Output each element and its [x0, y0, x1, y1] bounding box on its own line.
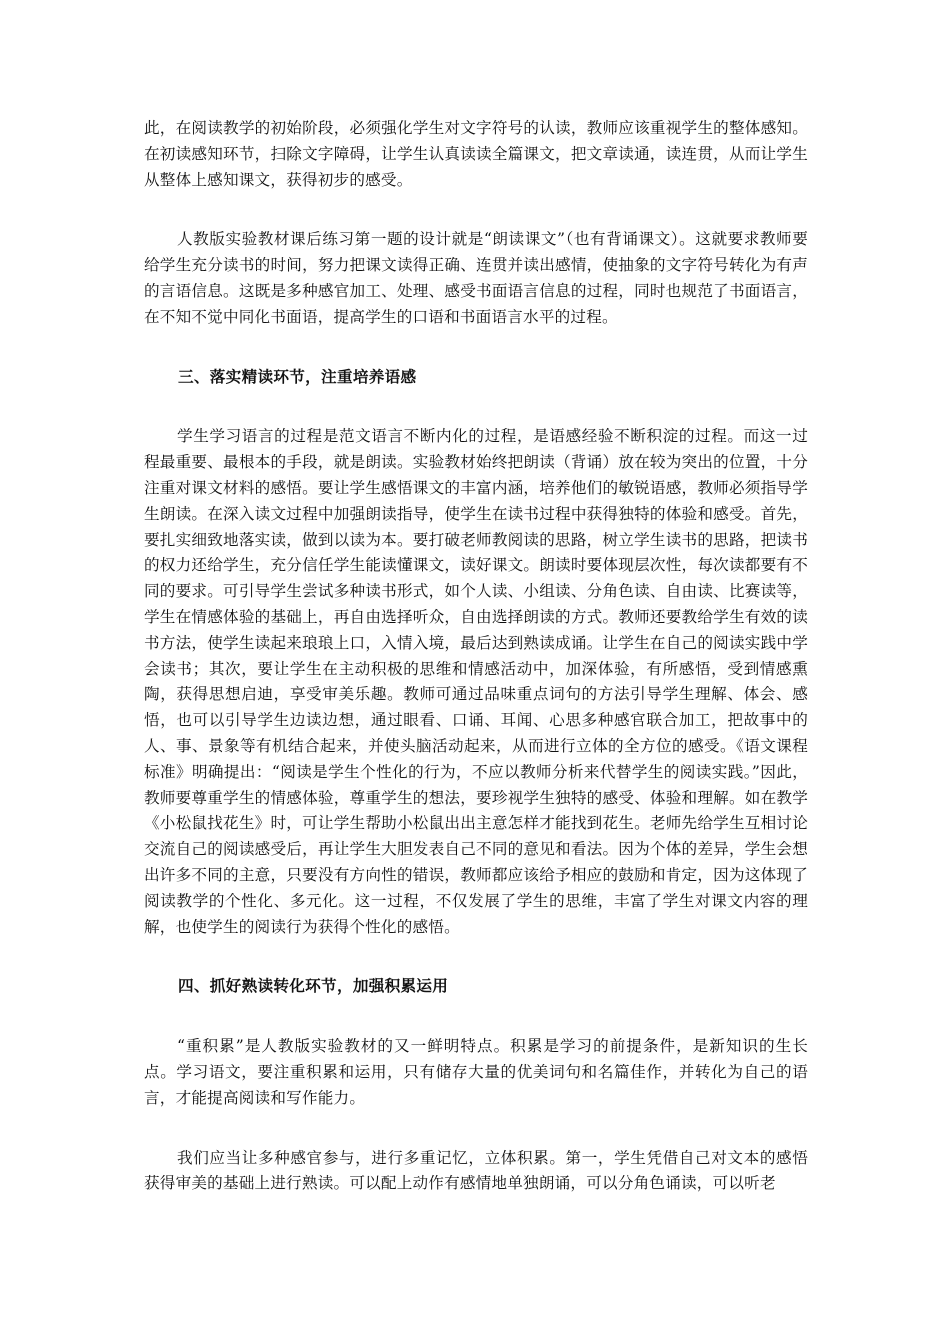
document-body: [144, 116, 808, 1197]
paragraph-spacer: [144, 940, 808, 974]
paragraph-multisensory: 我们应当让多种感官参与，进行多重记忆，立体积累。第一，学生凭借自己对文本的感悟获得审美的基础上进行熟读。可以配上动作有感情地单独朗诵，可以分角色诵读，可以听老: [144, 1148, 808, 1193]
paragraph-spacer: [144, 1000, 808, 1034]
section-heading-three: 三、落实精读环节，注重培养语感: [178, 367, 417, 386]
paragraph-spacer: [144, 1112, 808, 1146]
paragraph-spacer: [144, 331, 808, 365]
paragraph-accumulation: “重积累”是人教版实验教材的又一鲜明特点。积累是学习的前提条件，是新知识的生长点。学习语文，要注重积累和运用，只有储存大量的优美词句和名篇佳作，并转化为自己的语言，才能提高阅读和写作能力。: [144, 1037, 808, 1107]
section-heading-four: 四、抓好熟读转化环节，加强积累运用: [178, 977, 449, 996]
paragraph-textbook-exercise: 人教版实验教材课后练习第一题的设计就是“朗读课文”（也有背诵课文）。这就要求教师要给学生充分读书的时间，努力把课文读得正确、连贯并读出感情，使抽象的文字符号转化为有声的言语信息。这既是多种感官加工、处理、感受书面语言信息的过程，同时也规范了书面语言，在不知不觉中同化书面语，提高学生的口语和书面语言水平的过程。: [144, 230, 808, 326]
paragraph-initial-reading: 此，在阅读教学的初始阶段，必须强化学生对文字符号的认读，教师应该重视学生的整体感知。在初读感知环节，扫除文字障碍，让学生认真读读全篇课文，把文章读通，读连贯，从而让学生从整体上感知课文，获得初步的感受。: [144, 119, 808, 189]
paragraph-spacer: [144, 390, 808, 424]
paragraph-language-sense: 学生学习语言的过程是范文语言不断内化的过程，是语感经验不断积淀的过程。而这一过程最重要、最根本的手段，就是朗读。实验教材始终把朗读（背诵）放在较为突出的位置，十分注重对课文材料的感悟。要让学生感悟课文的丰富内涵，培养他们的敏锐语感，教师必须指导学生朗读。在深入读文过程中加强朗读指导，使学生在读书过程中获得独特的体验和感受。首先，要扎实细致地落实读，做到以读为本。要打破老师教阅读的思路，树立学生读书的思路，把读书的权力还给学生，充分信任学生能读懂课文，读好课文。朗读时要体现层次性，每次读都要有不同的要求。可引导学生尝试多种读书形式，如个人读、小组读、分角色读、自由读、比赛读等，学生在情感体验的基础上，再自由选择听众，自由选择朗读的方式。教师还要教给学生有效的读书方法，使学生读起来琅琅上口，入情入境，最后达到熟读成诵。让学生在自己的阅读实践中学会读书；其次，要让学生在主动积极的思维和情感活动中，加深体验，有所感悟，受到情感熏陶，获得思想启迪，享受审美乐趣。教师可通过品味重点词句的方法引导学生理解、体会、感悟，也可以引导学生边读边想，通过眼看、口诵、耳闻、心思多种感官联合加工，把故事中的人、事、景象等有机结合起来，并使头脑活动起来，从而进行立体的全方位的感受。《语文课程标准》明确提出：“阅读是学生个性化的行为，不应以教师分析来代替学生的阅读实践。”因此，教师要尊重学生的情感体验，尊重学生的想法，要珍视学生独特的感受、体验和理解。如在教学《小松鼠找花生》时，可让学生帮助小松鼠出出主意怎样才能找到花生。老师先给学生互相讨论交流自己的阅读感受后，再让学生大胆发表自己不同的意见和看法。因为个体的差异，学生会想出许多不同的主意，只要没有方向性的错误，教师都应该给予相应的鼓励和肯定，因为这体现了阅读教学的个性化、多元化。这一过程，不仅发展了学生的思维，丰富了学生对课文内容的理解，也使学生的阅读行为获得个性化的感悟。: [144, 427, 808, 936]
paragraph-spacer: [144, 193, 808, 227]
